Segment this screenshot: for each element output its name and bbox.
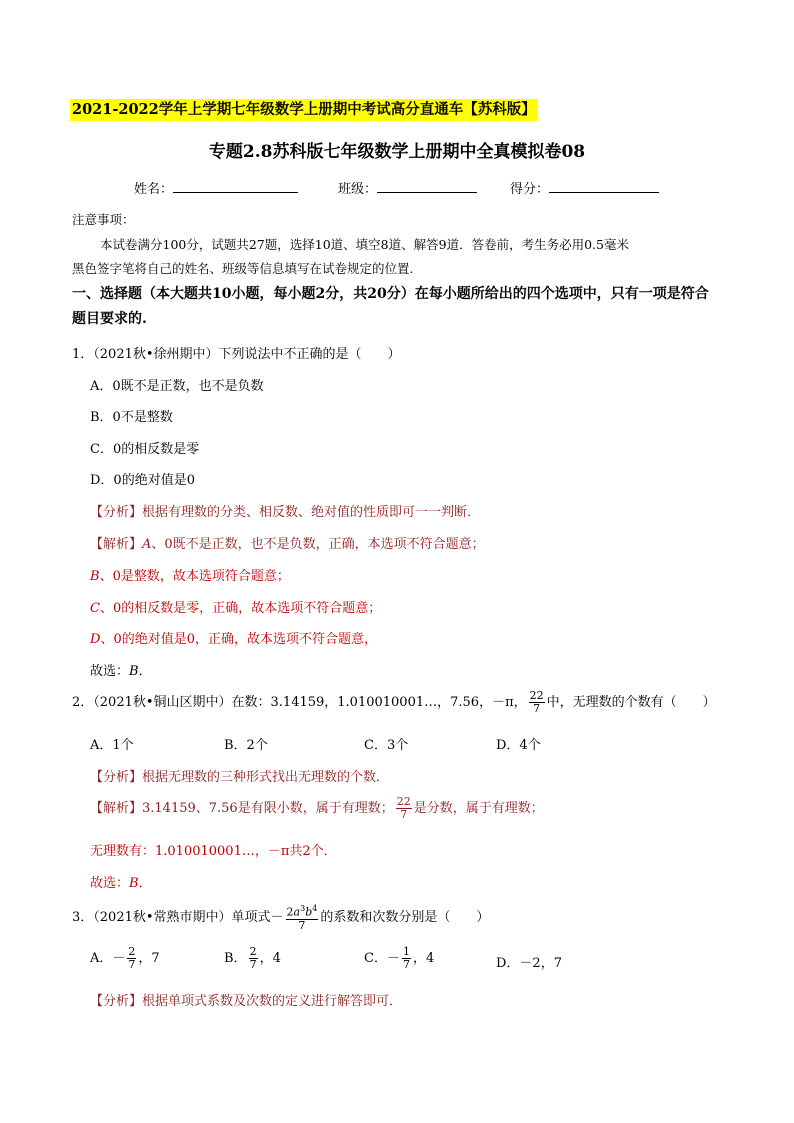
stem-a: 3．（2021秋•常熟市期中）单项式－: [72, 909, 284, 925]
monomial-fraction: [286, 903, 319, 932]
q3-option-d: D．－2，7: [496, 956, 562, 971]
numerator: 1: [402, 945, 410, 958]
name-label: 姓名：: [134, 182, 174, 197]
fraction: [396, 796, 412, 821]
var-b: b: [305, 905, 313, 919]
letter: B: [90, 569, 100, 584]
q1-option-d: D．0的绝对值是0: [90, 473, 195, 488]
q1-analysis: 【分析】根据有理数的分类、相反数、绝对值的性质即可一一判断．: [90, 505, 481, 520]
q1-answer: [90, 660, 152, 679]
stem-b: 的系数和次数分别是（ ）: [320, 909, 490, 925]
q1-stem: 1．（2021秋•徐州期中）下列说法中不正确的是（ ）: [72, 347, 401, 362]
q3-option-a: [90, 946, 160, 971]
denominator: 7: [533, 702, 541, 715]
solution-a: 【解析】3.14159、7.56是有限小数，属于有理数；: [90, 801, 394, 816]
pre: C．－: [364, 951, 400, 966]
denominator: 7: [400, 808, 408, 821]
q2-solution: [90, 796, 544, 821]
answer-prefix: 故选：: [90, 664, 130, 679]
exp-b: 4: [312, 904, 318, 913]
q1-option-a: A．0既不是正数，也不是负数: [90, 379, 264, 394]
q2-option-b: B．2个: [224, 738, 268, 753]
post: ，4: [259, 951, 281, 966]
letter: C: [90, 601, 100, 616]
q2-answer: [90, 872, 152, 891]
denominator: 7: [298, 918, 306, 932]
answer-prefix: 故选：: [90, 876, 130, 891]
q1-option-c: C．0的相反数是零: [90, 442, 200, 457]
q3-option-b: [224, 946, 281, 971]
text: 、0既不是正数，也不是负数，正确，本选项不符合题意；: [151, 537, 485, 552]
answer-suffix: ．: [138, 664, 152, 679]
stem-a: 2．（2021秋•铜山区期中）在数：3.14159，1.010010001…，7.56，－π，: [72, 695, 527, 710]
pre: A．－: [90, 951, 126, 966]
letter: A: [142, 537, 152, 552]
name-blank[interactable]: [173, 180, 298, 193]
answer-letter: B: [129, 664, 139, 679]
fraction: [249, 946, 258, 971]
q1-solution-c: [90, 597, 381, 616]
notes-line-2: 黑色签字笔将自己的姓名、班级等信息填写在试卷规定的位置.: [72, 261, 414, 276]
q1-option-b: B．0不是整数: [90, 410, 173, 425]
q1-solution-b: [90, 565, 290, 584]
numerator: 22: [396, 795, 411, 808]
numerator: 22: [529, 689, 544, 702]
coef: 2: [286, 905, 294, 919]
text: 、0的绝对值是0，正确，故本选项不符合题意，: [100, 632, 377, 647]
numerator: [286, 903, 319, 920]
fraction: [127, 946, 136, 971]
name-field[interactable]: [134, 178, 298, 197]
section-heading-line-2: 题目要求的.: [72, 311, 147, 327]
page-title: 专题2.8苏科版七年级数学上册期中全真模拟卷08: [208, 142, 586, 162]
q1-solution-a: [90, 533, 485, 552]
text: 、0的相反数是零，正确，故本选项不符合题意；: [99, 601, 382, 616]
class-label: 班级：: [338, 182, 378, 197]
denominator: 7: [402, 958, 410, 971]
numerator: 2: [249, 945, 257, 958]
solution-tag: 【解析】: [90, 537, 143, 552]
q2-option-a: A．1个: [90, 738, 134, 753]
q3-stem: [72, 903, 489, 932]
letter: D: [90, 632, 101, 647]
var-a: a: [293, 905, 301, 919]
post: ，4: [412, 951, 435, 966]
q3-analysis: 【分析】根据单项式系数及次数的定义进行解答即可．: [90, 994, 403, 1009]
notes-heading: 注意事项：: [72, 212, 135, 227]
exp-a: 3: [300, 904, 306, 913]
q2-stem: [72, 690, 716, 715]
answer-suffix: ．: [138, 876, 152, 891]
q2-analysis: 【分析】根据无理数的三种形式找出无理数的个数．: [90, 770, 390, 785]
answer-letter: B: [129, 876, 139, 891]
exam-series-banner: 2021-2022学年上学期七年级数学上册期中考试高分直通车【苏科版】: [70, 99, 538, 121]
class-blank[interactable]: [377, 180, 477, 193]
post: ，7: [138, 951, 160, 966]
text: 、0是整数，故本选项符合题意；: [99, 569, 290, 584]
denominator: 7: [128, 958, 136, 971]
score-field[interactable]: [510, 178, 659, 197]
q2-option-d: D．4个: [496, 738, 541, 753]
fraction: [402, 946, 411, 971]
q1-solution-d: [90, 628, 377, 647]
notes-line-1: 本试卷满分100分，试题共27题，选择10道、填空8道、解答9道．答卷前，考生务必用0.5毫米: [100, 237, 629, 252]
numerator: 2: [128, 945, 136, 958]
class-field[interactable]: [338, 178, 477, 197]
solution-b: 是分数，属于有理数；: [413, 801, 544, 816]
stem-b: 中，无理数的个数有（ ）: [546, 695, 716, 710]
q2-irrational-list: 无理数有：1.010010001…，－π共2个．: [90, 844, 337, 859]
score-label: 得分：: [510, 182, 550, 197]
q3-option-c: [364, 946, 434, 971]
denominator: 7: [249, 958, 257, 971]
fraction: [529, 690, 545, 715]
pre: B．: [224, 951, 247, 966]
q2-option-c: C．3个: [364, 738, 409, 753]
section-heading-line-1: 一、选择题（本大题共10小题，每小题2分，共20分）在每小题所给出的四个选项中，只有一项是符合: [72, 286, 709, 302]
score-blank[interactable]: [549, 180, 659, 193]
